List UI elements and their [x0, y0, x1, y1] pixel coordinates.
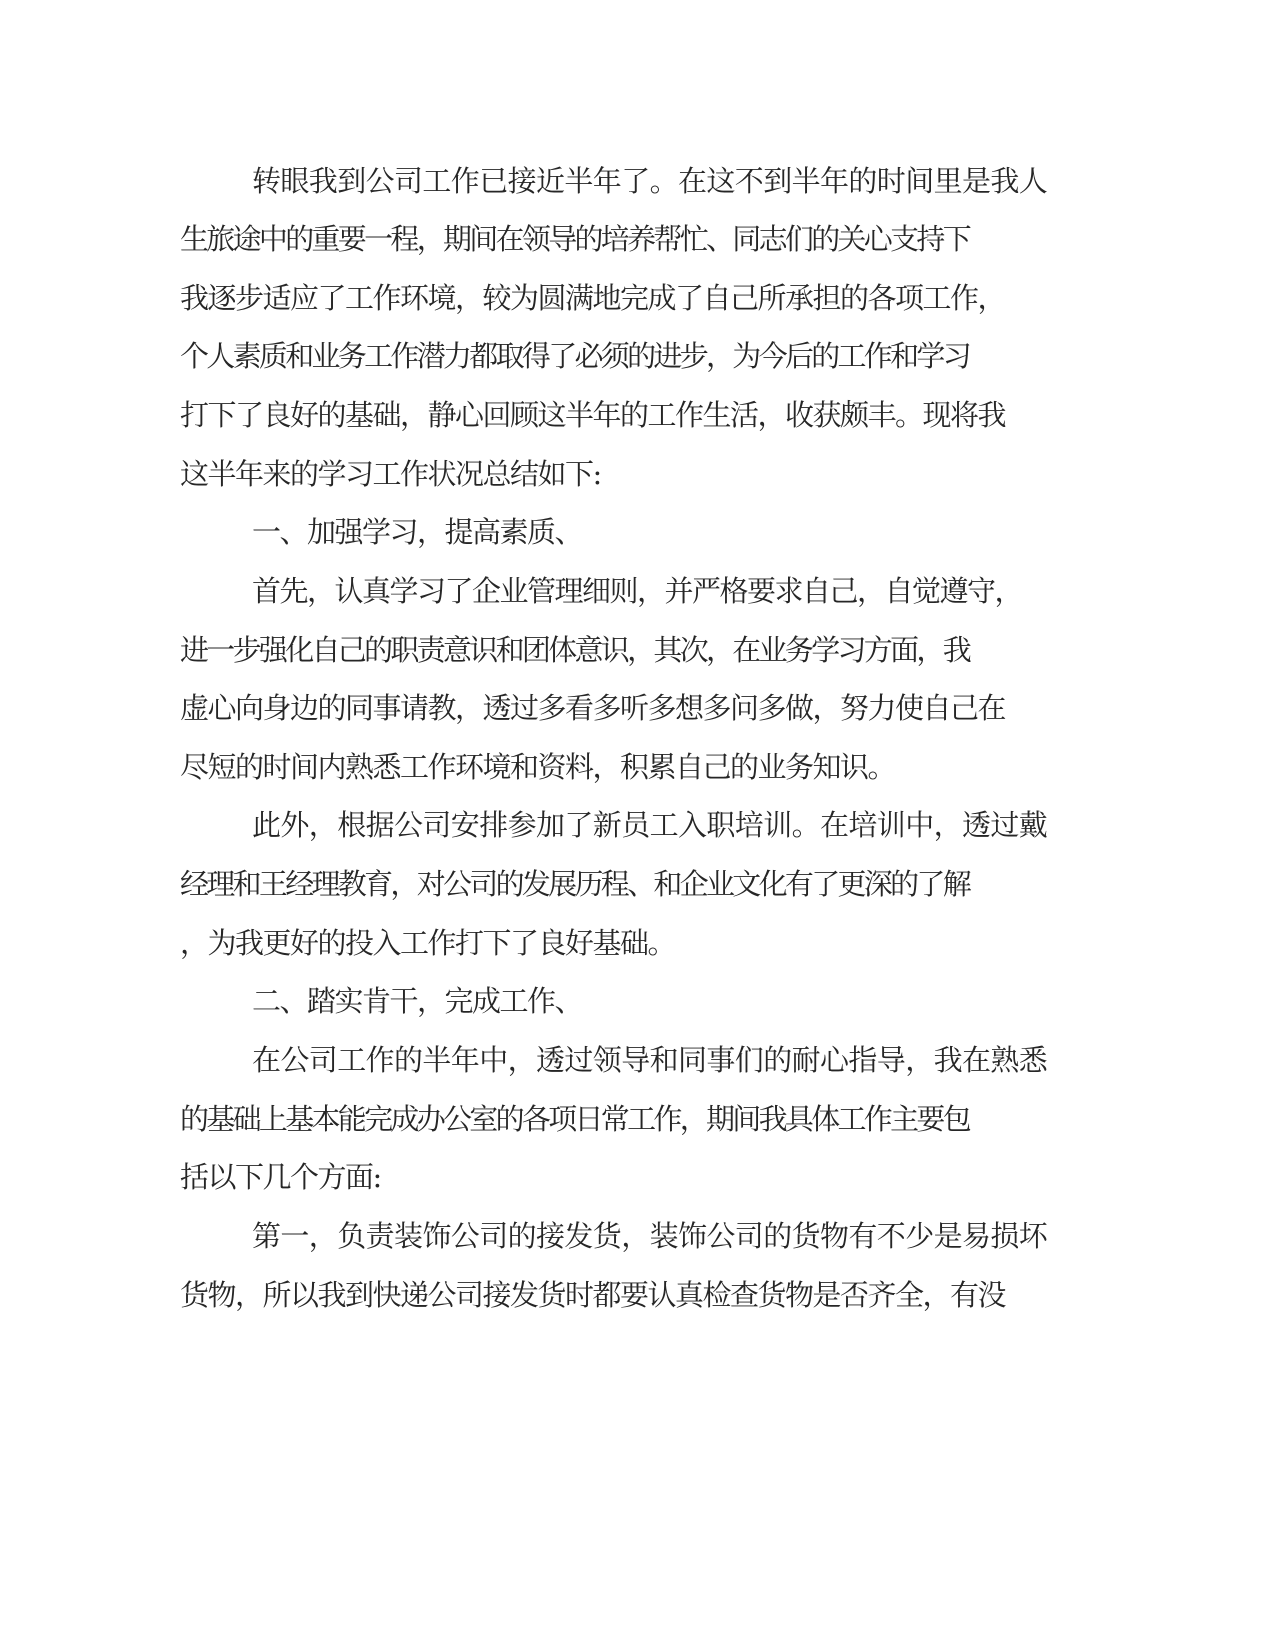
text-line: 打下了良好的基础，静心回顾这半年的工作生活，收获颇丰。现将我 [180, 398, 1006, 432]
text-line: 虚心向身边的同事请教，透过多看多听多想多问多做，努力使自己在 [180, 691, 1006, 725]
text-line: 的基础上基本能完成办公室的各项日常工作，期间我具体工作主要包 [180, 1102, 970, 1136]
text-line: 在公司工作的半年中，透过领导和同事们的耐心指导，我在熟悉 [252, 1043, 1048, 1077]
text-line: 这半年来的学习工作状况总结如下: [180, 457, 601, 491]
text-line: 第一，负责装饰公司的接发货，装饰公司的货物有不少是易损坏 [252, 1219, 1048, 1253]
section-heading: 二、踏实肯干，完成工作、 [252, 984, 583, 1018]
text-line: 此外，根据公司安排参加了新员工入职培训。在培训中，透过戴 [252, 808, 1048, 842]
text-line: 括以下几个方面: [180, 1160, 381, 1194]
text-line: 尽短的时间内熟悉工作环境和资料，积累自己的业务知识。 [180, 750, 896, 784]
section-heading: 一、加强学习，提高素质、 [252, 515, 583, 549]
text-line: 个人素质和业务工作潜力都取得了必须的进步，为今后的工作和学习 [180, 339, 970, 373]
text-line: 货物，所以我到快递公司接发货时都要认真检查货物是否齐全，有没 [180, 1278, 1006, 1312]
text-line: 经理和王经理教育，对公司的发展历程、和企业文化有了更深的了解 [180, 867, 970, 901]
text-line: 生旅途中的重要一程，期间在领导的培养帮忙、同志们的关心支持下 [180, 222, 970, 256]
text-line: 进一步强化自己的职责意识和团体意识，其次，在业务学习方面，我 [180, 633, 970, 667]
text-line: 首先，认真学习了企业管理细则，并严格要求自己，自觉遵守， [252, 574, 1023, 608]
text-line: ，为我更好的投入工作打下了良好基础。 [180, 926, 676, 960]
text-line: 转眼我到公司工作已接近半年了。在这不到半年的时间里是我人 [252, 164, 1048, 198]
text-line: 我逐步适应了工作环境，较为圆满地完成了自己所承担的各项工作， [180, 281, 1006, 315]
